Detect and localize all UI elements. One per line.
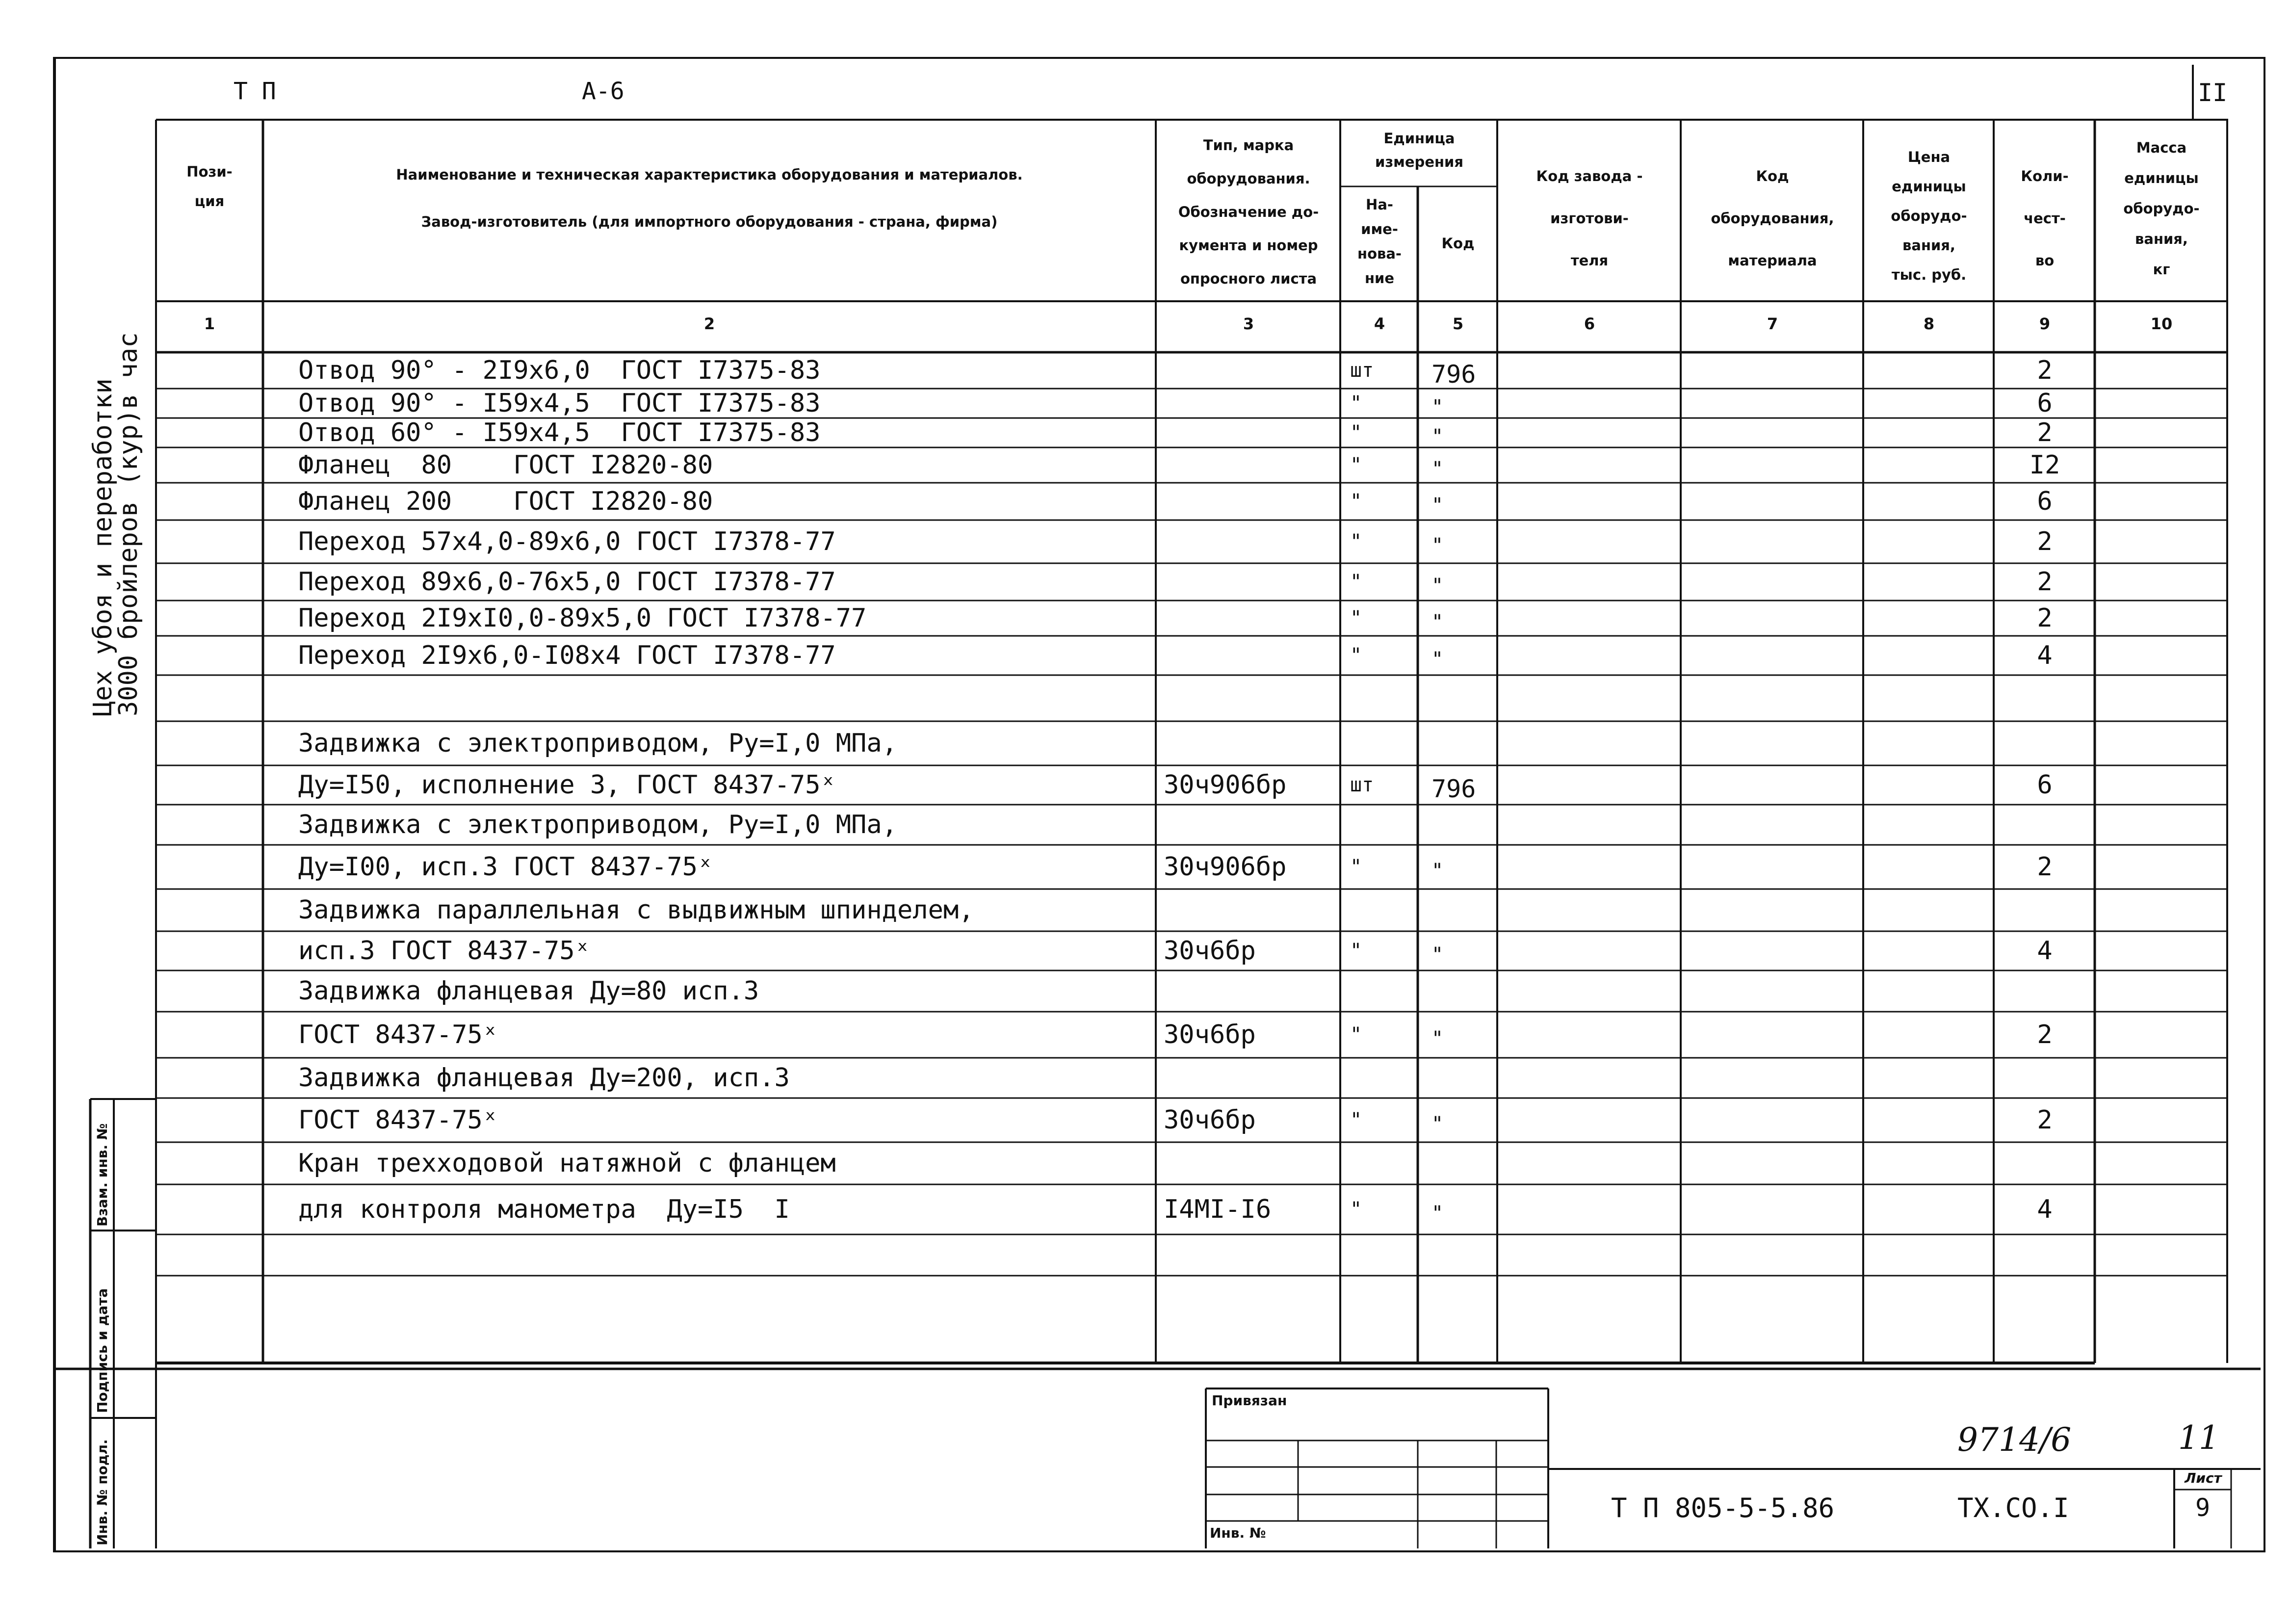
margin-stamp-inv-replace: Взам. инв. № xyxy=(94,1123,110,1227)
row-name: Задвижка фланцевая Ду=200, исп.3 xyxy=(298,1063,790,1093)
row-name: Кран трехходовой натяжной с фланцем xyxy=(298,1149,836,1178)
row-qty: 2 xyxy=(2037,567,2053,597)
header-unit-group: Единица измерения xyxy=(1375,130,1463,170)
row-type: 30ч906бр xyxy=(1164,852,1287,882)
row-unit: " xyxy=(1350,1198,1362,1221)
row-code: " xyxy=(1431,494,1444,517)
row-name: Ду=I50, исполнение 3, ГОСТ 8437-75ˣ xyxy=(298,770,836,800)
stamp-bound-label: Привязан xyxy=(1212,1392,1287,1409)
row-unit: " xyxy=(1350,392,1362,415)
row-qty: 2 xyxy=(2037,527,2053,556)
margin-title-line1: Цех убоя и переработки xyxy=(88,378,118,716)
row-qty: 2 xyxy=(2037,603,2053,633)
row-qty: 2 xyxy=(2037,1105,2053,1135)
row-name: Фланец 80 ГОСТ I2820-80 xyxy=(298,450,713,480)
row-code: 796 xyxy=(1431,775,1476,803)
stamp-sheet-handwritten: 11 xyxy=(2178,1419,2219,1457)
row-qty: 6 xyxy=(2037,389,2053,418)
row-unit: " xyxy=(1350,644,1362,667)
row-name: Переход 2I9xI0,0-89x5,0 ГОСТ I7378-77 xyxy=(298,603,867,633)
stamp-doc-number: 9714/6 xyxy=(1957,1421,2072,1459)
row-name: Задвижка с электроприводом, Ру=I,0 МПа, xyxy=(298,729,897,758)
row-unit: " xyxy=(1350,571,1362,593)
column-number-6: 6 xyxy=(1584,314,1595,333)
header-equip-code: Код оборудования, материала xyxy=(1711,168,1834,269)
row-name: Задвижка параллельная с выдвижным шпинделем, xyxy=(298,895,974,925)
column-number-7: 7 xyxy=(1767,314,1778,333)
column-number-10: 10 xyxy=(2150,314,2173,333)
row-code: " xyxy=(1431,534,1444,557)
row-qty: 2 xyxy=(2037,852,2053,882)
row-type: 30ч6бр xyxy=(1164,1020,1256,1049)
row-code: " xyxy=(1431,943,1444,966)
row-unit: " xyxy=(1350,856,1362,878)
row-unit: " xyxy=(1350,530,1362,553)
row-name: ГОСТ 8437-75ˣ xyxy=(298,1020,498,1049)
row-unit: " xyxy=(1350,1109,1362,1131)
row-name: Переход 89x6,0-76x5,0 ГОСТ I7378-77 xyxy=(298,567,836,597)
row-name: ГОСТ 8437-75ˣ xyxy=(298,1105,498,1135)
row-qty: 4 xyxy=(2037,936,2053,966)
row-name: Задвижка с электроприводом, Ру=I,0 МПа, xyxy=(298,810,897,839)
column-number-1: 1 xyxy=(204,314,215,333)
row-name: Задвижка фланцевая Ду=80 исп.3 xyxy=(298,976,759,1006)
row-name: для контроля манометра Ду=I5 I xyxy=(298,1195,790,1224)
row-name: Отвод 90° - 2I9x6,0 ГОСТ I7375-83 xyxy=(298,356,821,385)
row-qty: 2 xyxy=(2037,356,2053,385)
row-code: " xyxy=(1431,1202,1444,1225)
row-unit: шт xyxy=(1350,774,1374,796)
row-qty: 2 xyxy=(2037,1020,2053,1049)
row-code: " xyxy=(1431,425,1444,448)
row-unit: " xyxy=(1350,421,1362,444)
row-unit: " xyxy=(1350,607,1362,629)
row-code: " xyxy=(1431,1113,1444,1135)
header-qty: Коли- чест- во xyxy=(2021,168,2069,269)
row-type: 30ч6бр xyxy=(1164,1105,1256,1135)
margin-stamp-inv-orig: Инв. № подл. xyxy=(94,1439,110,1545)
margin-title-line2: 3000 бройлеров (кур)в час xyxy=(114,332,143,716)
row-code: " xyxy=(1431,611,1444,633)
column-number-5: 5 xyxy=(1452,314,1464,333)
stamp-project-code: Т П 805-5-5.86 xyxy=(1611,1493,1835,1523)
header-name-line1: Наименование и техническая характеристика оборудования и материалов. xyxy=(396,166,1023,183)
stamp-sheet-value: 9 xyxy=(2195,1493,2211,1522)
row-name: Переход 2I9x6,0-I08x4 ГОСТ I7378-77 xyxy=(298,641,836,670)
row-qty: 6 xyxy=(2037,770,2053,800)
header-price: Цена единицы оборудо- вания, тыс. руб. xyxy=(1891,149,1967,283)
column-number-4: 4 xyxy=(1374,314,1385,333)
row-qty: 4 xyxy=(2037,1195,2053,1224)
stamp-doc-code: ТХ.СО.I xyxy=(1957,1493,2069,1523)
row-qty: 4 xyxy=(2037,641,2053,670)
header-position: Пози- ция xyxy=(186,163,233,210)
header-album: А-6 xyxy=(582,78,625,105)
row-code: " xyxy=(1431,860,1444,882)
row-code: 796 xyxy=(1431,360,1476,389)
stamp-inv-label: Инв. № xyxy=(1210,1525,1266,1541)
row-qty: 6 xyxy=(2037,487,2053,516)
row-type: 30ч906бр xyxy=(1164,770,1287,800)
row-code: " xyxy=(1431,575,1444,597)
row-code: " xyxy=(1431,458,1444,480)
row-code: " xyxy=(1431,648,1444,671)
row-name: Ду=I00, исп.3 ГОСТ 8437-75ˣ xyxy=(298,852,713,882)
row-code: " xyxy=(1431,396,1444,419)
margin-stamp-sign-date: Подпись и дата xyxy=(94,1288,110,1413)
column-number-3: 3 xyxy=(1243,314,1254,333)
row-unit: шт xyxy=(1350,359,1374,382)
row-name: исп.3 ГОСТ 8437-75ˣ xyxy=(298,936,590,966)
row-type: 30ч6бр xyxy=(1164,936,1256,966)
row-name: Фланец 200 ГОСТ I2820-80 xyxy=(298,487,713,516)
header-unit-code: Код xyxy=(1441,235,1475,252)
row-unit: " xyxy=(1350,454,1362,476)
row-code: " xyxy=(1431,1027,1444,1050)
header-name-line2: Завод-изготовитель (для импортного оборудования - страна, фирма) xyxy=(421,213,998,230)
column-number-2: 2 xyxy=(703,314,715,333)
header-left-code: Т П xyxy=(234,78,276,105)
row-unit: " xyxy=(1350,1023,1362,1046)
header-mass: Масса единицы оборудо- вания, кг xyxy=(2123,139,2200,278)
stamp-sheet-label: Лист xyxy=(2185,1470,2222,1486)
row-name: Переход 57x4,0-89x6,0 ГОСТ I7378-77 xyxy=(298,527,836,556)
header-unit-name: На- име- нова- ние xyxy=(1357,196,1402,287)
column-number-9: 9 xyxy=(2039,314,2051,333)
row-qty: 2 xyxy=(2037,418,2053,447)
page-number: II xyxy=(2198,79,2228,107)
row-unit: " xyxy=(1350,490,1362,513)
row-qty: I2 xyxy=(2029,450,2060,480)
row-type: I4МI-I6 xyxy=(1164,1195,1272,1224)
row-name: Отвод 90° - I59x4,5 ГОСТ I7375-83 xyxy=(298,389,821,418)
column-number-8: 8 xyxy=(1923,314,1935,333)
header-factory-code: Код завода - изготови- теля xyxy=(1536,168,1643,269)
row-unit: " xyxy=(1350,940,1362,962)
row-name: Отвод 60° - I59x4,5 ГОСТ I7375-83 xyxy=(298,418,821,447)
header-type: Тип, марка оборудования. Обозначение до- кумента и номер опросного листа xyxy=(1178,137,1319,287)
